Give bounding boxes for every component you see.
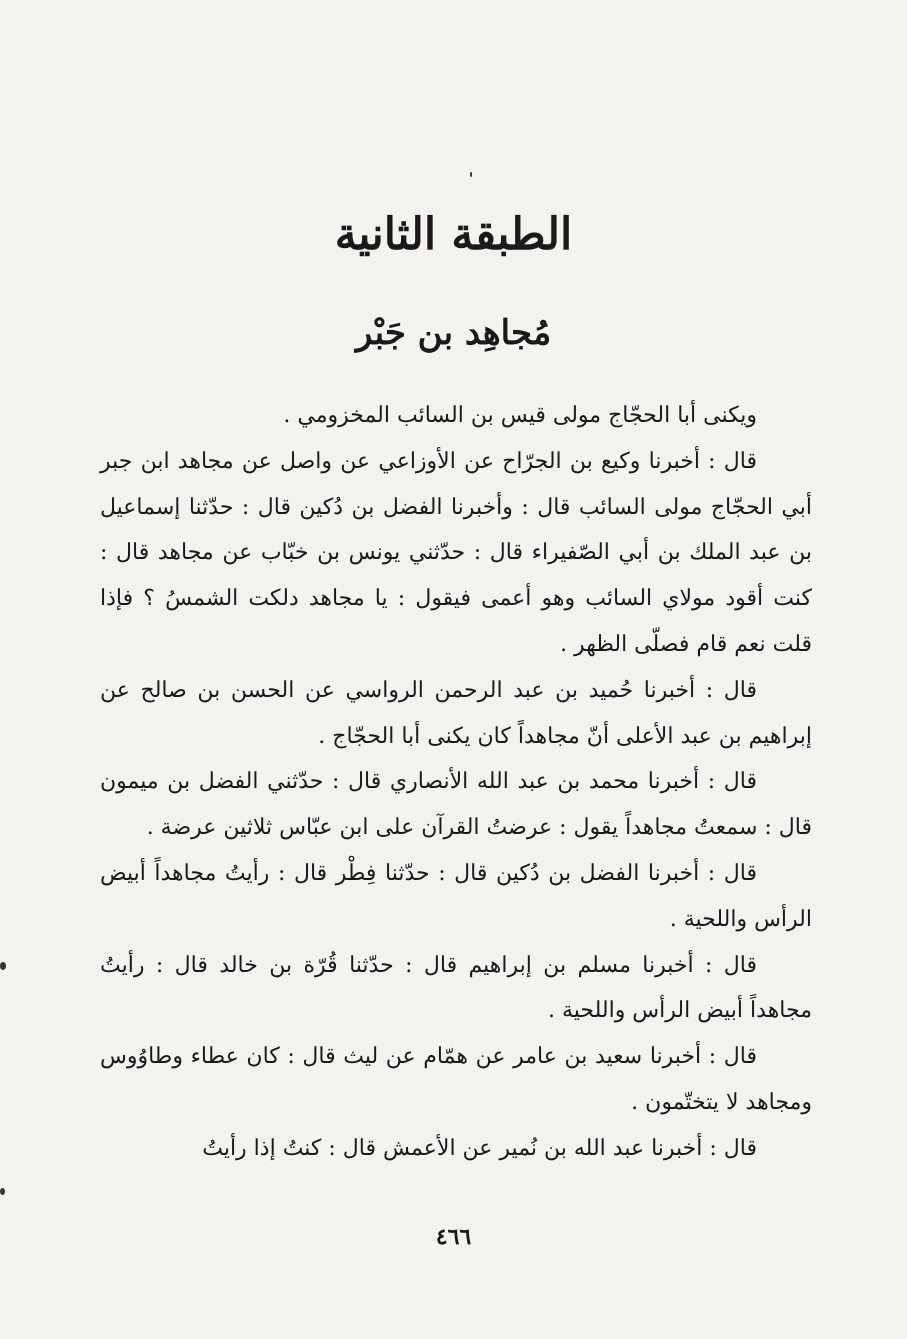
scan-speck xyxy=(470,172,472,177)
paragraph: ويكنى أبا الحجّاج مولى قيس بن السائب المخزومي . xyxy=(283,403,757,428)
paragraph: قال : أخبرنا مسلم بن إبراهيم قال : حدّثنا قُرّة بن خالد قال : رأيتُ مجاهداً أبيض الرأس واللحية . xyxy=(100,952,812,1024)
paragraph: قال : أخبرنا عبد الله بن نُمير عن الأعمش قال : كنتُ إذا رأيتُ xyxy=(202,1135,757,1161)
scan-speck xyxy=(0,962,6,970)
paragraph: قال : أخبرنا الفضل بن دُكين قال : حدّثنا فِطْر قال : رأيتُ مجاهداً أبيض الرأس واللحية . xyxy=(100,860,812,932)
biography-subtitle: مُجاهِد بن جَبْر xyxy=(355,313,552,353)
body-text xyxy=(100,393,812,1172)
scan-speck xyxy=(0,1188,5,1195)
paragraph: قال : أخبرنا محمد بن عبد الله الأنصاري قال : حدّثني الفضل بن ميمون قال : سمعتُ مجاهداً يقول : عرضتُ القرآن على ابن عبّاس ثلاثين عرضة . xyxy=(100,769,812,841)
paragraph: قال : أخبرنا سعيد بن عامر عن همّام عن ليث قال : كان عطاء وطاوُوس ومجاهد لا يتختّمون . xyxy=(100,1044,812,1115)
page-number: ٤٦٦ xyxy=(435,1224,472,1250)
paragraph: قال : أخبرنا وكيع بن الجرّاح عن الأوزاعي عن واصل عن مجاهد ابن جبر أبي الحجّاج مولى السائب قال : وأخبرنا الفضل بن دُكين قال : حدّثنا إسماعيل بن عبد الملك بن أبي الصّفيراء قال : حدّثني يونس بن خبّاب عن مجاهد قال : كنت أقود مولاي السائب وهو أعمى فيقول : يا مجاهد دلكت الشمسُ ؟ فإذا قلت نعم قام فصلّى الظهر . xyxy=(100,448,812,657)
chapter-title: الطبقة الثانية xyxy=(334,209,573,260)
paragraph: قال : أخبرنا حُميد بن عبد الرحمن الرواسي عن الحسن بن صالح عن إبراهيم بن عبد الأعلى أنّ مجاهداً كان يكنى أبا الحجّاج . xyxy=(100,677,812,749)
